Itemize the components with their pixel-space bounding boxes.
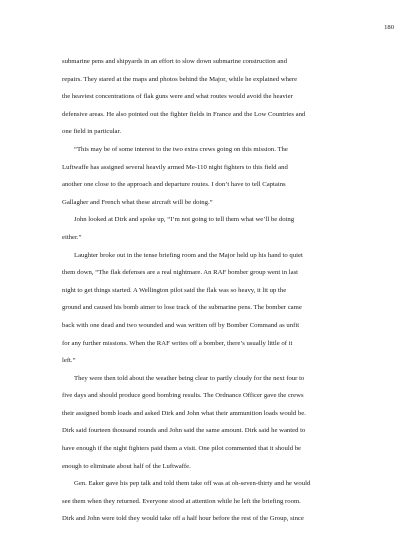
text-line: Laughter broke out in the tense briefing room and the Major held up his hand to quiet bbox=[74, 251, 303, 259]
text-line: their assigned bomb loads and asked Dirk and John what their ammunition loads would be. bbox=[62, 409, 306, 417]
text-line: left.” bbox=[62, 357, 76, 365]
text-line: John looked at Dirk and spoke up, “I’m not going to tell them what we’ll be doing bbox=[74, 216, 295, 224]
paragraph-4 bbox=[62, 247, 384, 370]
text-line: have enough if the night fighters paid them a visit. One pilot commented that it should be bbox=[62, 445, 302, 453]
text-line: night to get things started. A Wellington pilot said the flak was so heavy, it lit up the bbox=[62, 286, 287, 294]
text-line: one field in particular. bbox=[62, 128, 122, 136]
text-line: repairs. They stared at the maps and photos behind the Major, while he explained where bbox=[62, 75, 298, 83]
text-line: ground and caused his bomb aimer to lose track of the submarine pens. The bomber came bbox=[62, 304, 302, 312]
text-line: five days and should produce good bombing results. The Ordnance Officer gave the crews bbox=[62, 392, 304, 400]
text-line: They were then told about the weather being clear to partly cloudy for the next four to bbox=[74, 374, 305, 382]
text-line: the heaviest concentrations of flak guns were and what routes would avoid the heavier bbox=[62, 93, 293, 101]
text-line: for any further missions. When the RAF writes off a bomber, there’s usually little of it bbox=[62, 339, 293, 347]
text-line: defensive areas. He also pointed out the fighter fields in France and the Low Countries and bbox=[62, 110, 306, 118]
paragraph-5 bbox=[62, 370, 384, 476]
text-line: them down, “The flak defenses are a real nightmare. An RAF bomber group went in last bbox=[62, 269, 299, 277]
text-line: Gallagher and French what these aircraft will be doing.” bbox=[62, 198, 213, 206]
paragraph-3 bbox=[62, 211, 384, 246]
text-line: either.” bbox=[62, 233, 82, 241]
paragraph-6 bbox=[62, 475, 384, 528]
text-line: another one close to the approach and departure routes. I don’t have to tell Captains bbox=[62, 181, 286, 189]
paragraph-2 bbox=[62, 141, 384, 211]
text-line: back with one dead and two wounded and was written off by Bomber Command as unfit bbox=[62, 321, 300, 329]
text-line: Dirk and John were told they would take off a half hour before the rest of the Group, since bbox=[62, 515, 304, 523]
text-line: Gen. Eaker gave his pep talk and told them take off was at oh-seven-thirty and he would bbox=[74, 480, 311, 488]
paragraph-1 bbox=[62, 53, 384, 141]
body-text bbox=[62, 53, 384, 528]
text-line: see them when they returned. Everyone stood at attention while he left the briefing room. bbox=[62, 497, 301, 505]
page-number: 180 bbox=[384, 24, 394, 31]
text-line: Dirk said fourteen thousand rounds and John said the same amount. Dirk said he wanted to bbox=[62, 427, 306, 435]
text-line: “This may be of some interest to the two extra crews going on this mission. The bbox=[74, 145, 288, 153]
text-line: enough to eliminate about half of the Luftwaffe. bbox=[62, 462, 191, 470]
text-line: submarine pens and shipyards in an effort to slow down submarine construction and bbox=[62, 58, 287, 65]
text-line: Luftwaffe has assigned several heavily armed Me-110 night fighters to this field and bbox=[62, 163, 288, 171]
